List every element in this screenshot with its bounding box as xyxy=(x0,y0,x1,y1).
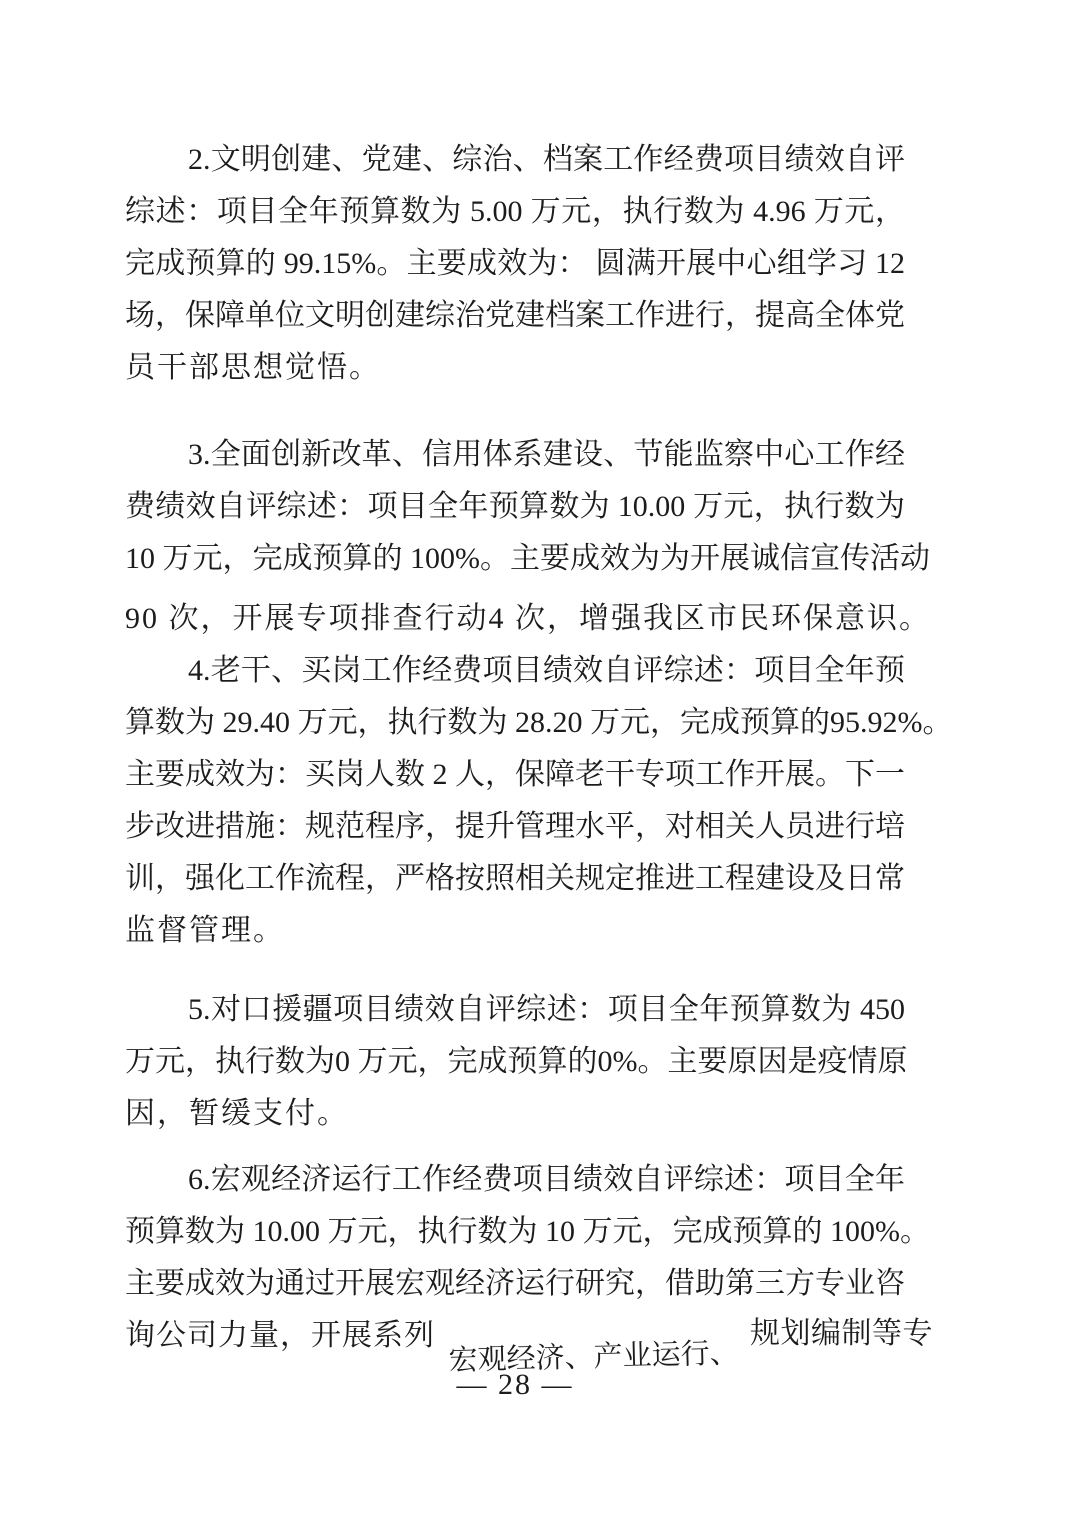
text-line-composite xyxy=(125,1310,934,1377)
text-segment-tail: 规划编制等专 xyxy=(750,1317,934,1350)
text-line: 预算数为 10.00 万元，执行数为 10 万元，完成预算的 100%。 xyxy=(125,1215,930,1248)
page-content xyxy=(125,134,953,1408)
text-line: 90 次，开展专项排查行动4 次，增强我区市民环保意识。 xyxy=(125,602,931,635)
text-line: 监督管理。 xyxy=(125,914,285,947)
text-line: 算数为 29.40 万元，执行数为 28.20 万元，完成预算的95.92%。 xyxy=(125,706,953,739)
text-line: 训，强化工作流程，严格按照相关规定推进工程建设及日常 xyxy=(125,862,905,895)
page-number: — 28 — xyxy=(456,1368,574,1401)
text-line: 2.文明创建、党建、综治、档案工作经费项目绩效自评 xyxy=(188,143,905,176)
paragraph-2 xyxy=(125,134,905,394)
paragraph-3 xyxy=(125,429,931,645)
text-line: 4.老干、买岗工作经费项目绩效自评综述：项目全年预 xyxy=(188,654,905,687)
text-segment-dropped: 宏观经济、产业运行、 xyxy=(448,1337,740,1377)
text-line: 完成预算的 99.15%。主要成效为： 圆满开展中心组学习 12 xyxy=(125,247,905,280)
text-line: 万元，执行数为0 万元，完成预算的0%。主要原因是疫情原 xyxy=(125,1045,908,1078)
text-line: 费绩效自评综述：项目全年预算数为 10.00 万元，执行数为 xyxy=(125,490,905,523)
text-line: 3.全面创新改革、信用体系建设、节能监察中心工作经 xyxy=(188,438,905,471)
text-line: 员干部思想觉悟。 xyxy=(125,351,381,384)
text-line: 主要成效为：买岗人数 2 人，保障老干专项工作开展。下一 xyxy=(125,758,905,791)
text-line: 步改进措施：规范程序，提升管理水平，对相关人员进行培 xyxy=(125,810,905,843)
text-line: 综述：项目全年预算数为 5.00 万元，执行数为 4.96 万元， xyxy=(125,195,905,228)
text-segment: 询公司力量，开展系列 xyxy=(125,1319,435,1352)
paragraph-4 xyxy=(125,645,953,957)
text-line: 因，暂缓支付。 xyxy=(125,1097,349,1130)
text-line: 6.宏观经济运行工作经费项目绩效自评综述：项目全年 xyxy=(188,1163,905,1196)
text-line: 主要成效为通过开展宏观经济运行研究，借助第三方专业咨 xyxy=(125,1267,905,1300)
paragraph-5 xyxy=(125,984,908,1140)
paragraph-6 xyxy=(125,1154,934,1377)
text-line: 场，保障单位文明创建综治党建档案工作进行，提高全体党 xyxy=(125,299,905,332)
text-line: 5.对口援疆项目绩效自评综述：项目全年预算数为 450 xyxy=(188,993,905,1026)
text-line: 10 万元，完成预算的 100%。主要成效为为开展诚信宣传活动 xyxy=(125,542,930,575)
